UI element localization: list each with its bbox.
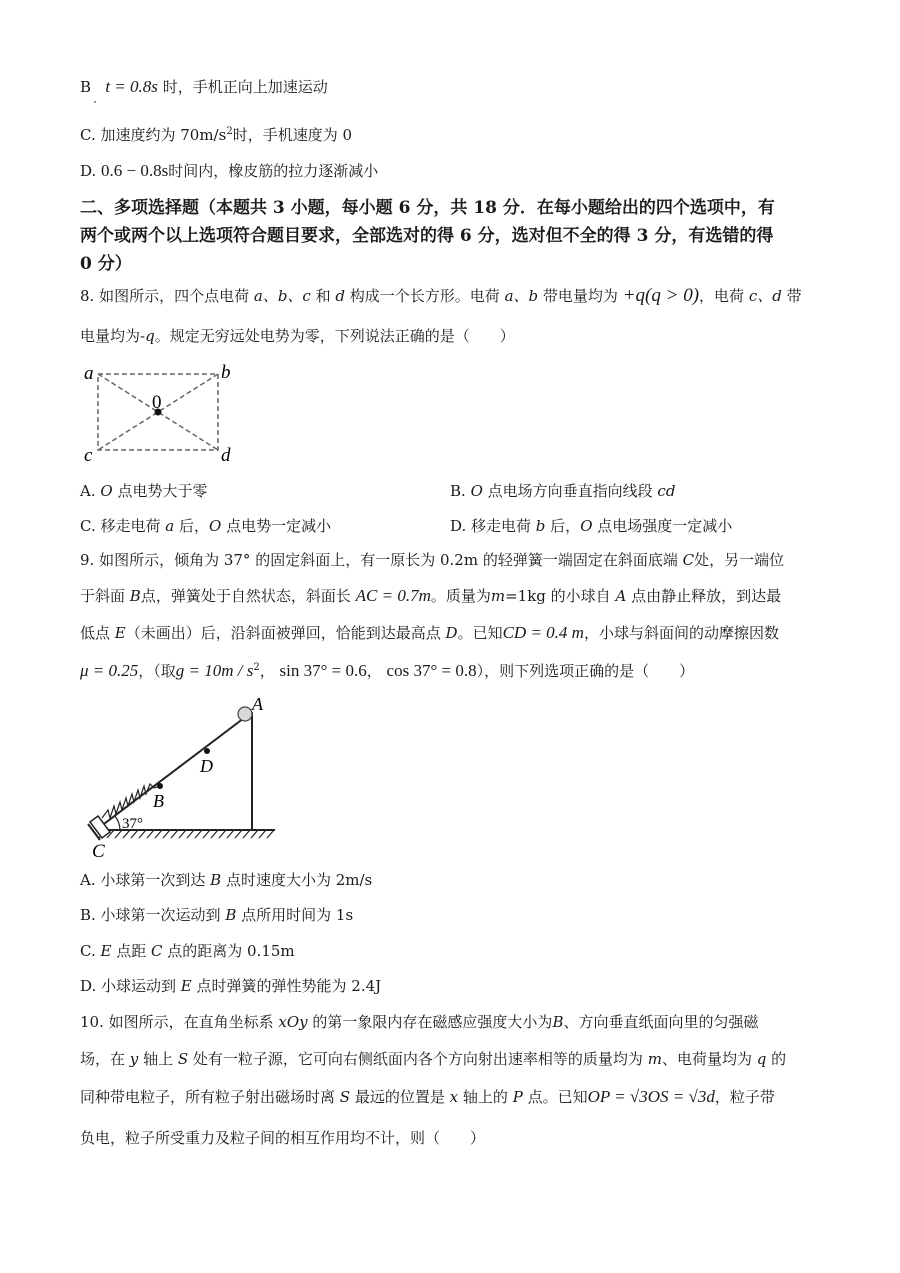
label-center: 0 [152,392,162,413]
label-A: A [252,694,263,714]
label-d: d [221,445,231,466]
q8-option-a: A. O 点电势大于零 [80,482,208,500]
hatch-mark [219,830,226,838]
incline-surface [96,712,252,830]
section-heading-line-2: 两个或两个以上选项符合题目要求，全部选对的得 6 分，选对但不全的得 3 分，有选错的得 [80,226,774,246]
q8-line-2: 电量均为-q。规定无穷远处电势为零，下列说法正确的是（ ） [80,327,515,345]
hatch-mark [227,830,234,838]
q8-option-b: B. O 点电场方向垂直指向线段 cd [450,482,676,500]
hatch-mark [195,830,202,838]
label-B: B [153,791,164,811]
time-expression: t = 0.8s [105,77,158,96]
charge-expression: +q(q > 0) [622,285,700,306]
prev-option-b: B t = 0.8s 时，手机正向上加速运动 [80,77,328,96]
hatch-mark [163,830,170,838]
angle-arc [115,816,120,830]
q9-line-3: 低点 E（未画出）后，沿斜面被弹回，恰能到达最高点 D。已知CD = 0.4 m，小球与斜面间的动摩擦因数 [80,623,779,642]
hatch-mark [243,830,250,838]
hatch-mark [267,830,274,838]
ball-at-A [238,707,252,721]
hatch-mark [203,830,210,838]
hatch-mark [235,830,242,838]
section-heading-line-1: 二、多项选择题（本题共 3 小题，每小题 6 分，共 18 分．在每小题给出的四个选项中，有 [80,198,775,218]
q9-incline-figure [80,692,290,862]
q9-option-c: C. E 点距 C 点的距离为 0.15m [80,942,295,960]
hatch-mark [171,830,178,838]
point-D [204,748,210,754]
hatch-mark [155,830,162,838]
label-D: D [200,756,213,776]
stray-dot [94,101,96,103]
label-a: a [84,363,94,384]
q8-option-d: D. 移走电荷 b 后，O 点电场强度一定减小 [450,517,733,535]
label-b: b [221,362,231,383]
q10-line-1: 10. 如图所示，在直角坐标系 xOy 的第一象限内存在磁感应强度大小为B、方向垂直纸面向里的匀强磁 [80,1013,759,1031]
hatch-mark [259,830,266,838]
cd-expression: CD = 0.4 m [502,623,584,642]
label-C: C [92,841,105,862]
q9-line-4: μ = 0.25，（取$g = 10m / s^2$， sin 37° = 0.6， cos 37° = 0.8），则下列选项正确的是（ ） [80,661,695,680]
cos-expression: cos 37° = 0.8 [386,661,477,680]
mu-expression: μ = 0.25 [80,661,139,680]
spring-base-block [90,816,110,838]
q9-option-b: B. 小球第一次运动到 B 点所用时间为 1s [80,906,354,924]
q9-line-2: 于斜面 B点，弹簧处于自然状态，斜面长 AC = 0.7m。质量为m=1kg 的小球自 A 点由静止释放，到达最 [80,586,782,605]
q9-option-d: D. 小球运动到 E 点时弹簧的弹性势能为 2.4J [80,977,382,995]
ac-expression: AC = 0.7m [355,586,431,605]
op-expression: OP = √3OS = √3d [587,1087,715,1106]
q10-line-4: 负电，粒子所受重力及粒子间的相互作用均不计，则（ ） [80,1129,486,1147]
q8-option-c: C. 移走电荷 a 后，O 点电势一定减小 [80,517,332,535]
hatch-mark [251,830,258,838]
prev-option-d: D. 0.6 − 0.8s时间内，橡皮筋的拉力逐渐减小 [80,161,379,180]
hatch-mark [211,830,218,838]
point-B [157,783,163,789]
time-range-expression: 0.6 − 0.8s [101,161,169,180]
hatch-mark [115,830,122,838]
g-expression: g = 10m / s [175,661,254,680]
hatch-mark [179,830,186,838]
q10-line-3: 同种带电粒子，所有粒子射出磁场时离 S 最远的位置是 x 轴上的 P 点。已知OP = √3OS = √3d，粒子带 [80,1087,775,1106]
hatch-mark [187,830,194,838]
prev-option-c: C. 加速度约为 $70m/s^2$时，手机速度为 0 [80,126,352,144]
q9-option-a: A. 小球第一次到达 B 点时速度大小为 2m/s [80,871,373,889]
sin-expression: sin 37° = 0.6 [279,661,367,680]
label-angle: 37° [122,816,143,832]
q9-line-1: 9. 如图所示，倾角为 37° 的固定斜面上，有一原长为 0.2m 的轻弹簧一端固定在斜面底端 C处，另一端位 [80,551,785,569]
hatch-mark [147,830,154,838]
q8-line-1: 8. 如图所示，四个点电荷 a、b、c 和 d 构成一个长方形。电荷 a、b 带电量均为 +q(q > 0)，电荷 c、d 带 [80,285,802,306]
label-c: c [84,445,93,466]
q8-charge-rectangle-figure [80,360,250,470]
section-heading-line-3: 0 分） [80,254,132,274]
q10-line-2: 场，在 y 轴上 S 处有一粒子源，它可向右侧纸面内各个方向射出速率相等的质量均为 m、电荷量均为 q 的 [80,1050,787,1068]
